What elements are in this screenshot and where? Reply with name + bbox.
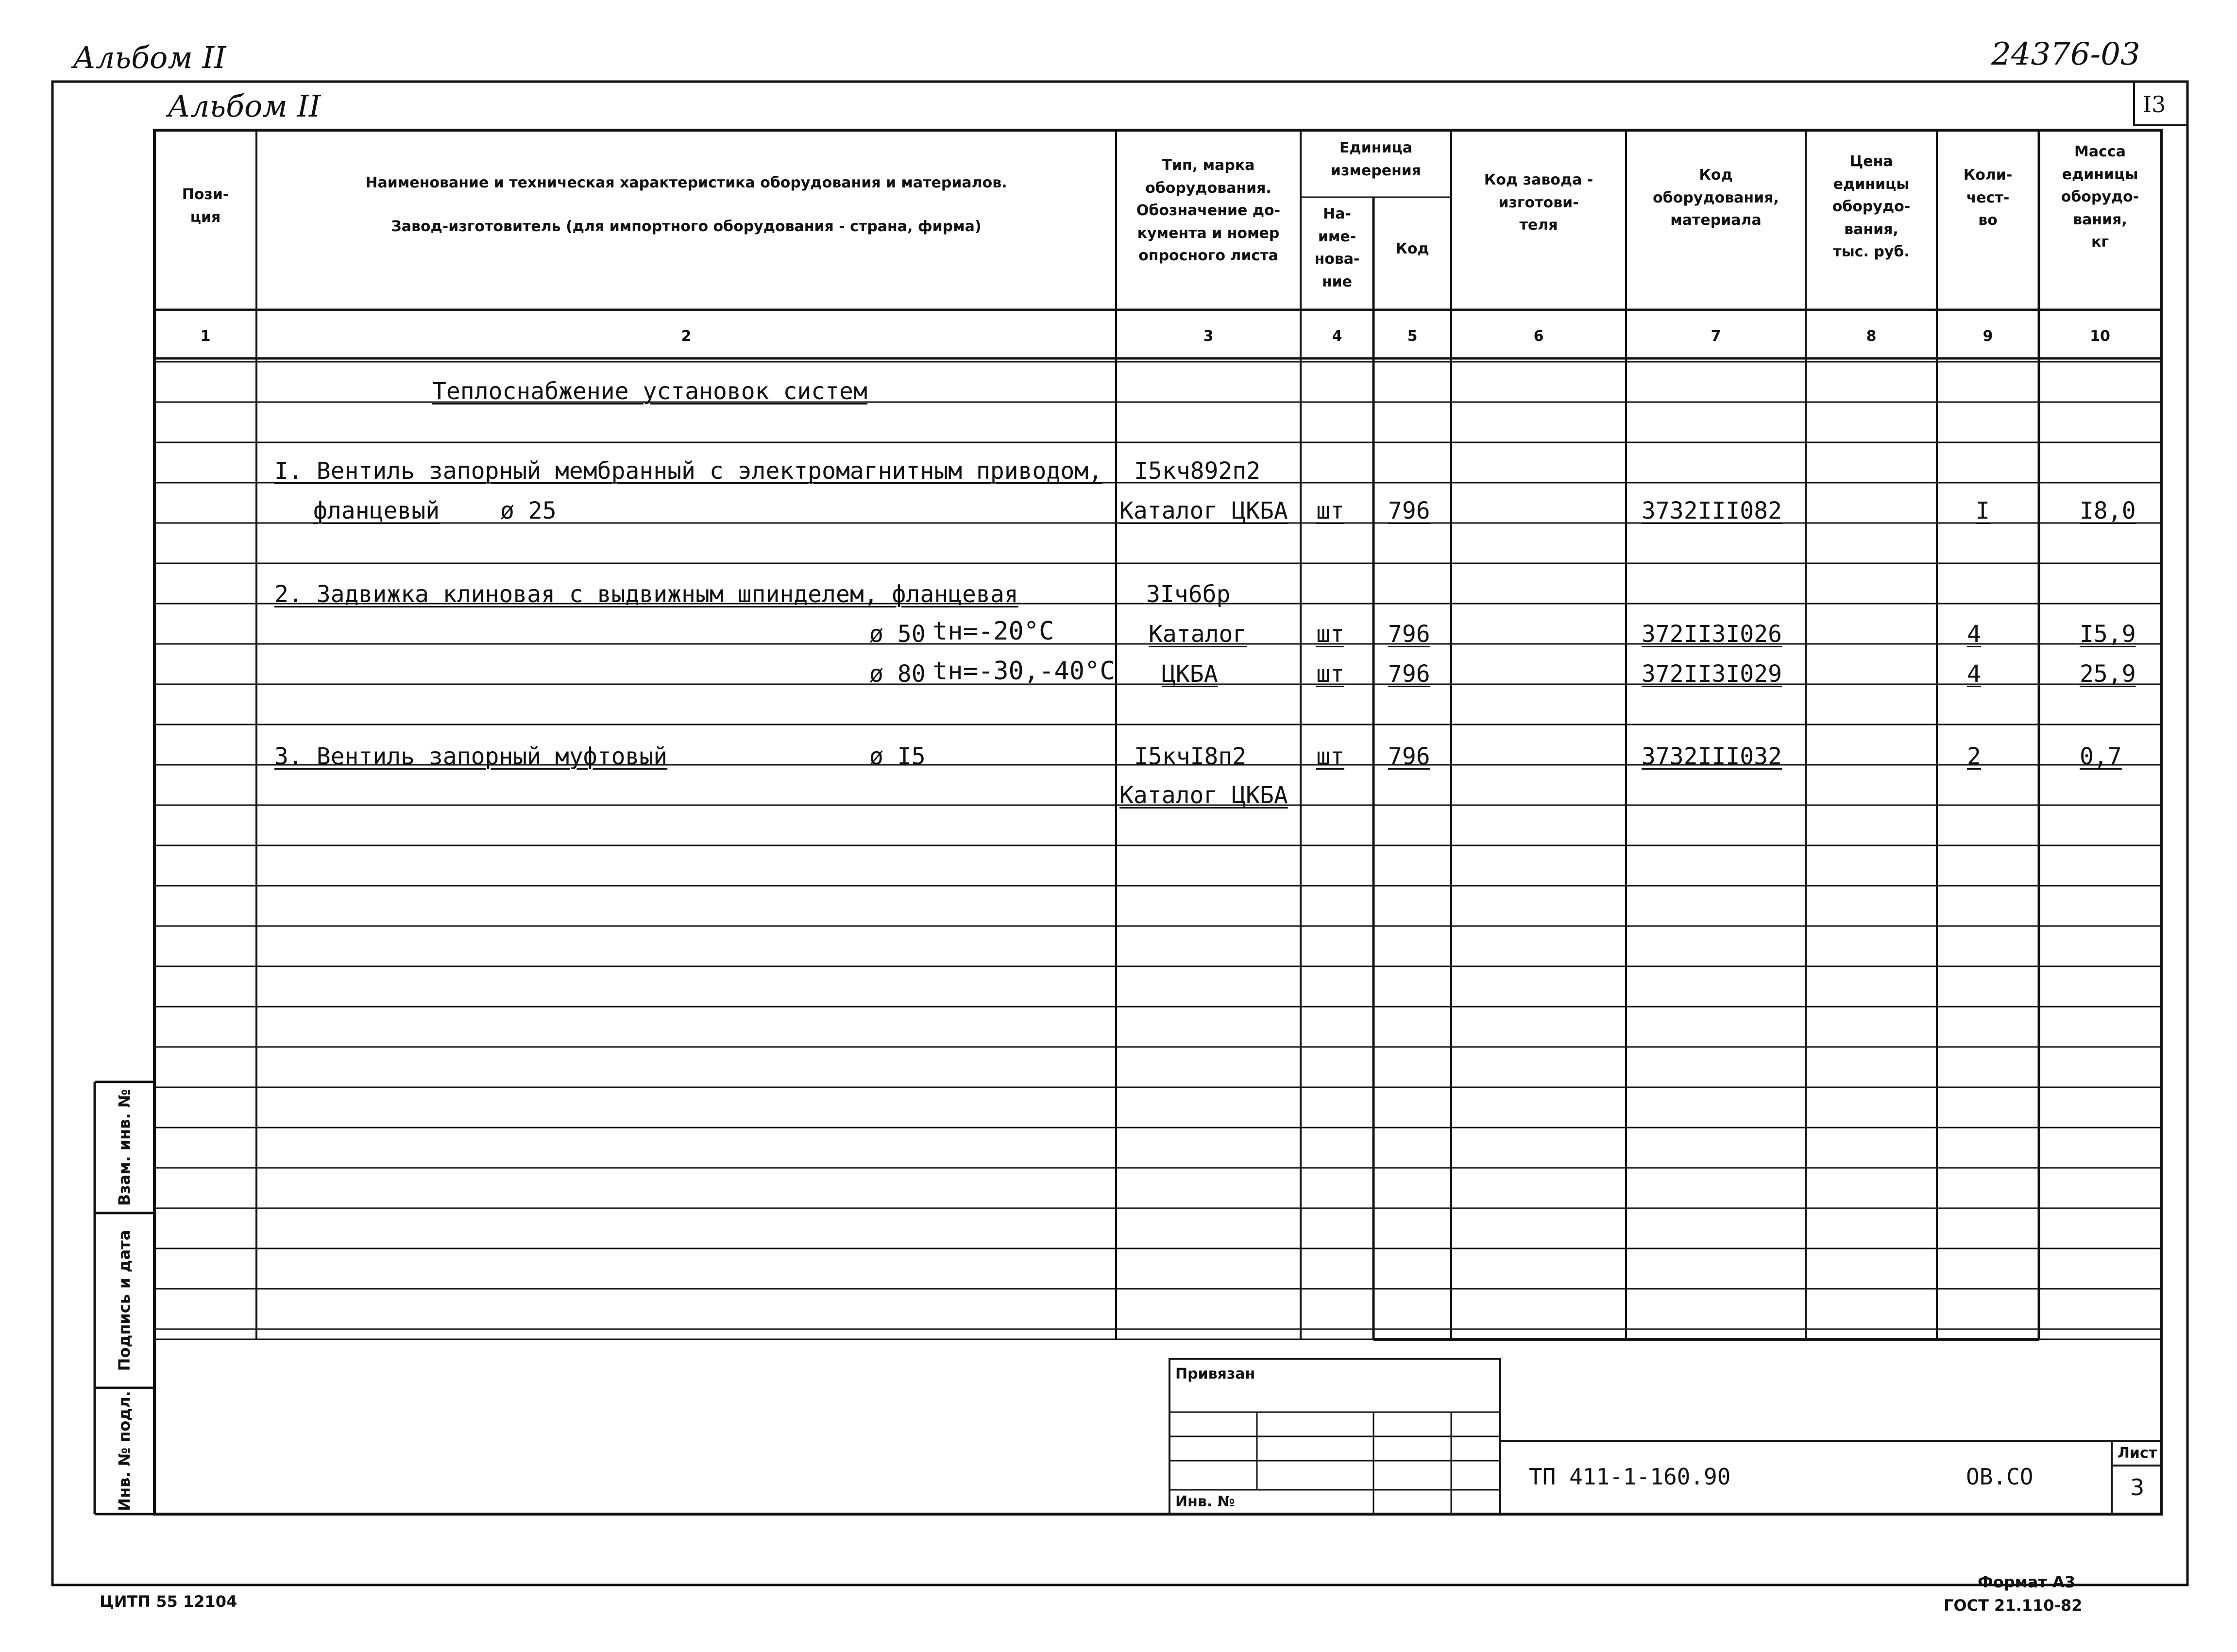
item-2-sub2-code: 796 <box>1388 660 1430 688</box>
item-2-sub2-diameter: ø 80 <box>869 660 926 688</box>
item-2-sub2-temperature: tн=-30,-40°С <box>932 657 1115 686</box>
column-header-8: Цена единицы оборудо- вания, тыс. руб. <box>1832 153 1911 260</box>
column-header-4: На- име- нова- ние <box>1314 205 1360 290</box>
item-1-unit: шт <box>1316 497 1344 524</box>
item-1-mass: I8,0 <box>2080 497 2136 524</box>
item-2-name: 2. Задвижка клиновая с выдвижным шпинделем, фланцевая <box>274 581 1018 608</box>
stamp-inv-no: Инв. № <box>1175 1493 1235 1510</box>
column-header-1: Пози- ция <box>182 186 229 226</box>
side-stamp-signature-date: Подпись и дата <box>115 1230 134 1371</box>
column-header-2: Наименование и техническая характеристика оборудования и материалов. Завод-изготовитель (для импортного оборудования - страна, фирма) <box>365 174 1007 235</box>
item-2-sub2-mass: 25,9 <box>2080 660 2136 688</box>
column-number-1: 1 <box>200 328 211 345</box>
column-number-3: 3 <box>1203 328 1214 345</box>
column-header-7: Код оборудования, материала <box>1653 167 1779 229</box>
item-3-mass: 0,7 <box>2080 743 2122 770</box>
column-number-6: 6 <box>1533 328 1544 345</box>
item-2-sub1-unit: шт <box>1316 621 1344 648</box>
column-header-6: Код завода - изготови- теля <box>1484 171 1593 234</box>
item-1-quantity: I <box>1976 497 1990 524</box>
column-number-7: 7 <box>1711 328 1721 345</box>
column-header-3: Тип, марка оборудования. Обозначение до- кумента и номер опросного листа <box>1136 157 1281 264</box>
stamp-tp-code: ТП 411-1-160.90 <box>1529 1464 1731 1490</box>
item-1-name-line1: I. Вентиль запорный мембранный с электромагнитным приводом, <box>274 457 1103 485</box>
item-2-sub1-equipment-code: 372II3I026 <box>1642 621 1782 648</box>
item-2-sub1-catalog: Каталог <box>1149 621 1247 648</box>
item-1-name-line2: фланцевый <box>313 497 440 524</box>
stamp-sheet-label: Лист <box>2118 1445 2157 1462</box>
column-number-4: 4 <box>1332 328 1342 345</box>
document-number: 24376-03 <box>1991 36 2140 72</box>
column-number-8: 8 <box>1866 328 1877 345</box>
outer-frame <box>52 82 2187 1585</box>
title-stamp <box>1169 1359 2161 1514</box>
item-1-type: I5кч892п2 <box>1134 457 1261 485</box>
footer-left-code: ЦИТП 55 12104 <box>100 1592 237 1611</box>
stamp-sheet-number: 3 <box>2130 1474 2145 1500</box>
item-2-sub2-unit: шт <box>1316 660 1344 688</box>
column-number-10: 10 <box>2090 328 2110 345</box>
item-3-name: 3. Вентиль запорный муфтовый <box>274 743 668 770</box>
item-1-code: 796 <box>1388 497 1430 524</box>
item-1-equipment-code: 3732III082 <box>1642 497 1782 524</box>
item-2-sub2-catalog: ЦКБА <box>1162 660 1218 688</box>
column-header-10: Масса единицы оборудо- вания, кг <box>2061 143 2139 251</box>
item-2-sub1-quantity: 4 <box>1967 621 1981 648</box>
item-2-sub1-mass: I5,9 <box>2080 621 2136 648</box>
item-2-type: 3Iч6бр <box>1146 581 1231 608</box>
column-header-9: Коли- чест- во <box>1963 167 2013 229</box>
item-2-sub1-diameter: ø 50 <box>869 621 926 648</box>
item-3-quantity: 2 <box>1967 743 1981 770</box>
section-title: Теплоснабжение установок систем <box>432 378 867 405</box>
stamp-doc-code: ОВ.СО <box>1966 1464 2034 1490</box>
item-3-code: 796 <box>1388 743 1430 770</box>
item-3-equipment-code: 3732III032 <box>1642 743 1782 770</box>
item-2-sub2-quantity: 4 <box>1967 660 1981 688</box>
column-number-9: 9 <box>1983 328 1993 345</box>
item-2-sub2-equipment-code: 372II3I029 <box>1642 660 1782 688</box>
column-number-5: 5 <box>1407 328 1418 345</box>
item-3-diameter: ø I5 <box>869 743 926 770</box>
item-2-sub1-code: 796 <box>1388 621 1430 648</box>
footer-gost: ГОСТ 21.110-82 <box>1944 1596 2083 1615</box>
column-number-2: 2 <box>681 328 692 345</box>
stamp-privyazan: Привязан <box>1175 1365 1255 1382</box>
column-header-5: Код <box>1395 240 1429 257</box>
album-label-outer: Альбом II <box>73 40 226 75</box>
item-1-diameter: ø 25 <box>500 497 557 524</box>
item-3-unit: шт <box>1316 743 1344 770</box>
side-stamp-original-inv: Инв. № подл. <box>115 1391 134 1511</box>
footer-format: Формат А3 <box>1978 1573 2076 1591</box>
item-2-sub1-temperature: tн=-20°С <box>932 617 1054 646</box>
item-3-type: I5кчI8п2 <box>1134 743 1247 770</box>
side-stamp-replacement-inv: Взам. инв. № <box>115 1089 134 1206</box>
item-3-catalog: Каталог ЦКБА <box>1119 782 1288 809</box>
item-1-catalog: Каталог ЦКБА <box>1119 497 1288 524</box>
unit-group-label: Единица измерения <box>1330 139 1422 179</box>
sheet-corner-number: I3 <box>2143 91 2166 118</box>
album-label-inner: Альбом II <box>168 88 321 124</box>
